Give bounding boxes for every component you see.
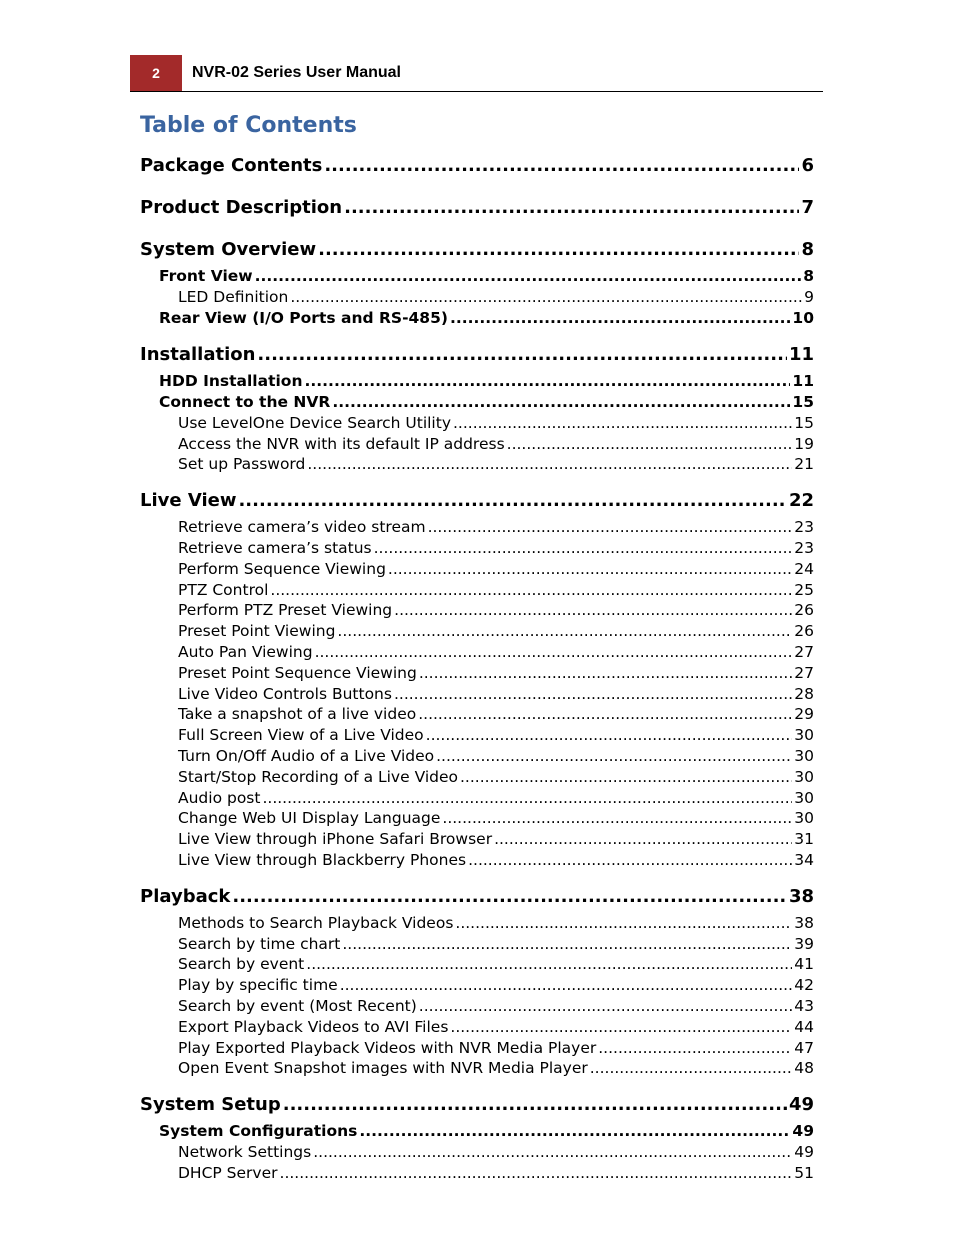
- toc-entry-page: 24: [794, 559, 814, 578]
- toc-entry-text: Start/Stop Recording of a Live Video: [178, 767, 458, 786]
- dot-leader: [290, 287, 802, 308]
- toc-topic-entry[interactable]: [140, 454, 814, 475]
- dot-leader: [453, 413, 792, 434]
- toc-subsection-entry[interactable]: [140, 392, 814, 413]
- toc-entry-text: Package Contents: [140, 155, 323, 176]
- toc-entry-text: Network Settings: [178, 1143, 312, 1162]
- toc-entry-page: 10: [792, 308, 814, 327]
- toc-subsection-entry[interactable]: [140, 371, 814, 392]
- toc-topic-entry[interactable]: [140, 600, 814, 621]
- toc-entry-text: DHCP Server: [178, 1163, 278, 1182]
- toc-topic-entry[interactable]: [140, 684, 814, 705]
- toc-topic-entry[interactable]: [140, 996, 814, 1017]
- toc-topic-entry[interactable]: [140, 808, 814, 829]
- toc-entry-text: System Setup: [140, 1094, 281, 1116]
- toc-subsection-entry[interactable]: [140, 1121, 814, 1142]
- dot-leader: [374, 538, 793, 559]
- toc-entry-text: Preset Point Viewing: [178, 622, 336, 641]
- toc-topic-entry[interactable]: [140, 850, 814, 871]
- toc-entry-text: Perform Sequence Viewing: [178, 559, 386, 578]
- toc-entry-page: 38: [794, 913, 814, 932]
- toc-entry-text: System Overview: [140, 239, 317, 260]
- dot-leader: [455, 913, 792, 934]
- toc-entry-page: 23: [794, 538, 814, 557]
- toc-topic-entry[interactable]: [140, 934, 814, 955]
- toc-entry-text: Change Web UI Display Language: [178, 809, 441, 828]
- dot-leader: [280, 1163, 793, 1184]
- toc-entry-text: Preset Point Sequence Viewing: [178, 663, 417, 682]
- dot-leader: [307, 454, 792, 475]
- toc-topic-entry[interactable]: [140, 954, 814, 975]
- toc-entry-text: Retrieve camera’s video stream: [178, 518, 426, 537]
- toc-entry-text: HDD Installation: [159, 371, 303, 390]
- toc-entry-page: 6: [801, 155, 814, 176]
- page-number: 2: [130, 55, 182, 91]
- toc-entry-page: 31: [794, 830, 814, 849]
- dot-leader: [419, 663, 792, 684]
- toc-section-entry[interactable]: [140, 485, 814, 517]
- toc-subsection-entry[interactable]: [140, 308, 814, 329]
- toc-entry-page: 23: [794, 518, 814, 537]
- dot-leader: [337, 621, 792, 642]
- toc-topic-entry[interactable]: [140, 559, 814, 580]
- toc-entry-text: Connect to the NVR: [159, 392, 331, 411]
- toc-entry-text: Set up Password: [178, 455, 306, 474]
- toc-entry-page: 30: [794, 809, 814, 828]
- toc-entry-page: 49: [792, 1122, 814, 1141]
- toc-topic-entry[interactable]: [140, 1142, 814, 1163]
- toc-topic-entry[interactable]: [140, 1017, 814, 1038]
- toc-entry-page: 30: [794, 746, 814, 765]
- dot-leader: [344, 192, 799, 224]
- toc-entry-text: Rear View (I/O Ports and RS-485): [159, 308, 448, 327]
- toc-entry-page: 44: [794, 1017, 814, 1036]
- toc-entry-text: Playback: [140, 885, 231, 907]
- dot-leader: [324, 150, 799, 182]
- toc-topic-entry[interactable]: [140, 517, 814, 538]
- dot-leader: [388, 559, 792, 580]
- toc-entry-text: Live View: [140, 490, 237, 512]
- toc-entry-page: 22: [788, 490, 814, 512]
- toc-entry-text: Play by specific time: [178, 976, 338, 995]
- dot-leader: [419, 996, 792, 1017]
- toc-topic-entry[interactable]: [140, 663, 814, 684]
- toc-topic-entry[interactable]: [140, 829, 814, 850]
- toc-entry-page: 11: [792, 371, 814, 390]
- toc-entry-page: 28: [794, 684, 814, 703]
- toc-entry-page: 38: [788, 885, 814, 907]
- toc-subsection-entry[interactable]: [140, 266, 814, 287]
- toc-topic-entry[interactable]: [140, 621, 814, 642]
- toc-entry-page: 25: [794, 580, 814, 599]
- dot-leader: [306, 954, 792, 975]
- dot-leader: [270, 580, 792, 601]
- toc-entry-text: Retrieve camera’s status: [178, 538, 372, 557]
- toc-entry-text: Full Screen View of a Live Video: [178, 726, 424, 745]
- toc-topic-entry[interactable]: [140, 767, 814, 788]
- toc-entry-page: 47: [794, 1038, 814, 1057]
- toc-entry-text: Export Playback Videos to AVI Files: [178, 1017, 449, 1036]
- dot-leader: [450, 308, 790, 329]
- toc-entry-page: 30: [794, 788, 814, 807]
- toc-title: Table of Contents: [140, 113, 357, 138]
- toc-entry-text: Auto Pan Viewing: [178, 642, 313, 661]
- toc-entry-text: Audio post: [178, 788, 261, 807]
- dot-leader: [359, 1121, 790, 1142]
- toc-entry-text: System Configurations: [159, 1122, 358, 1141]
- toc-entry-text: Live View through iPhone Safari Browser: [178, 830, 493, 849]
- toc-topic-entry[interactable]: [140, 975, 814, 996]
- toc-section-entry[interactable]: [140, 339, 814, 371]
- toc-entry-text: Front View: [159, 267, 253, 285]
- toc-entry-text: Methods to Search Playback Videos: [178, 913, 454, 932]
- toc-topic-entry[interactable]: [140, 704, 814, 725]
- dot-leader: [460, 767, 792, 788]
- toc-topic-entry[interactable]: [140, 1038, 814, 1059]
- table-of-contents: [140, 150, 814, 1184]
- dot-leader: [232, 881, 787, 913]
- toc-topic-entry[interactable]: [140, 788, 814, 809]
- toc-topic-entry[interactable]: [140, 434, 814, 455]
- dot-leader: [468, 850, 792, 871]
- toc-entry-page: 7: [801, 197, 814, 218]
- toc-entry-text: Turn On/Off Audio of a Live Video: [178, 746, 435, 765]
- dot-leader: [394, 600, 792, 621]
- toc-entry-page: 8: [803, 267, 814, 285]
- toc-entry-page: 30: [794, 726, 814, 745]
- page-header: [130, 55, 823, 92]
- toc-entry-page: 42: [794, 976, 814, 995]
- toc-entry-page: 27: [794, 663, 814, 682]
- toc-entry-page: 15: [792, 392, 814, 411]
- dot-leader: [394, 684, 792, 705]
- dot-leader: [305, 371, 791, 392]
- toc-topic-entry[interactable]: [140, 580, 814, 601]
- dot-leader: [342, 934, 792, 955]
- dot-leader: [418, 704, 792, 725]
- toc-section-entry[interactable]: [140, 192, 814, 224]
- toc-topic-entry[interactable]: [140, 746, 814, 767]
- toc-entry-text: Take a snapshot of a live video: [178, 705, 417, 724]
- toc-entry-page: 34: [794, 850, 814, 869]
- toc-entry-text: Open Event Snapshot images with NVR Media Player: [178, 1059, 588, 1078]
- toc-entry-page: 49: [788, 1094, 814, 1116]
- dot-leader: [428, 517, 793, 538]
- toc-topic-entry[interactable]: [140, 287, 814, 308]
- toc-entry-text: Search by event (Most Recent): [178, 996, 417, 1015]
- dot-leader: [318, 234, 799, 266]
- dot-leader: [313, 1142, 792, 1163]
- dot-leader: [442, 808, 792, 829]
- toc-topic-entry[interactable]: [140, 642, 814, 663]
- toc-entry-text: Installation: [140, 343, 256, 365]
- toc-entry-text: Search by time chart: [178, 934, 341, 953]
- toc-topic-entry[interactable]: [140, 725, 814, 746]
- toc-entry-page: 30: [794, 767, 814, 786]
- toc-entry-page: 27: [794, 642, 814, 661]
- toc-entry-page: 8: [801, 239, 814, 260]
- toc-entry-page: 43: [794, 996, 814, 1015]
- toc-entry-page: 11: [788, 343, 814, 365]
- toc-topic-entry[interactable]: [140, 413, 814, 434]
- toc-topic-entry[interactable]: [140, 1058, 814, 1079]
- toc-topic-entry[interactable]: [140, 913, 814, 934]
- dot-leader: [332, 392, 790, 413]
- toc-entry-page: 39: [794, 934, 814, 953]
- manual-title: NVR-02 Series User Manual: [192, 64, 401, 81]
- toc-entry-page: 26: [794, 622, 814, 641]
- toc-section-entry[interactable]: [140, 1089, 814, 1121]
- toc-entry-text: Perform PTZ Preset Viewing: [178, 601, 393, 620]
- toc-entry-text: Access the NVR with its default IP address: [178, 434, 505, 453]
- toc-entry-page: 48: [794, 1059, 814, 1078]
- dot-leader: [283, 1089, 787, 1121]
- toc-section-entry[interactable]: [140, 150, 814, 182]
- dot-leader: [507, 434, 793, 455]
- toc-entry-page: 15: [794, 413, 814, 432]
- toc-entry-page: 29: [794, 705, 814, 724]
- dot-leader: [238, 485, 786, 517]
- dot-leader: [340, 975, 793, 996]
- toc-section-entry[interactable]: [140, 881, 814, 913]
- dot-leader: [598, 1038, 792, 1059]
- toc-entry-text: Search by event: [178, 955, 305, 974]
- toc-entry-page: 9: [804, 288, 814, 306]
- toc-entry-page: 41: [794, 955, 814, 974]
- toc-section-entry[interactable]: [140, 234, 814, 266]
- toc-entry-text: LED Definition: [178, 288, 289, 306]
- toc-topic-entry[interactable]: [140, 538, 814, 559]
- dot-leader: [426, 725, 793, 746]
- dot-leader: [315, 642, 793, 663]
- toc-entry-page: 51: [794, 1163, 814, 1182]
- toc-entry-text: Live View through Blackberry Phones: [178, 850, 467, 869]
- dot-leader: [436, 746, 792, 767]
- dot-leader: [255, 266, 802, 287]
- dot-leader: [450, 1017, 792, 1038]
- toc-entry-text: Product Description: [140, 197, 343, 218]
- dot-leader: [262, 788, 792, 809]
- toc-entry-page: 21: [794, 455, 814, 474]
- toc-entry-text: Use LevelOne Device Search Utility: [178, 413, 451, 432]
- toc-entry-page: 19: [794, 434, 814, 453]
- toc-entry-page: 26: [794, 601, 814, 620]
- dot-leader: [257, 339, 787, 371]
- dot-leader: [494, 829, 792, 850]
- toc-entry-text: PTZ Control: [178, 580, 269, 599]
- toc-entry-text: Play Exported Playback Videos with NVR Media Player: [178, 1038, 597, 1057]
- toc-entry-text: Live Video Controls Buttons: [178, 684, 392, 703]
- toc-topic-entry[interactable]: [140, 1163, 814, 1184]
- dot-leader: [590, 1058, 793, 1079]
- toc-entry-page: 49: [794, 1143, 814, 1162]
